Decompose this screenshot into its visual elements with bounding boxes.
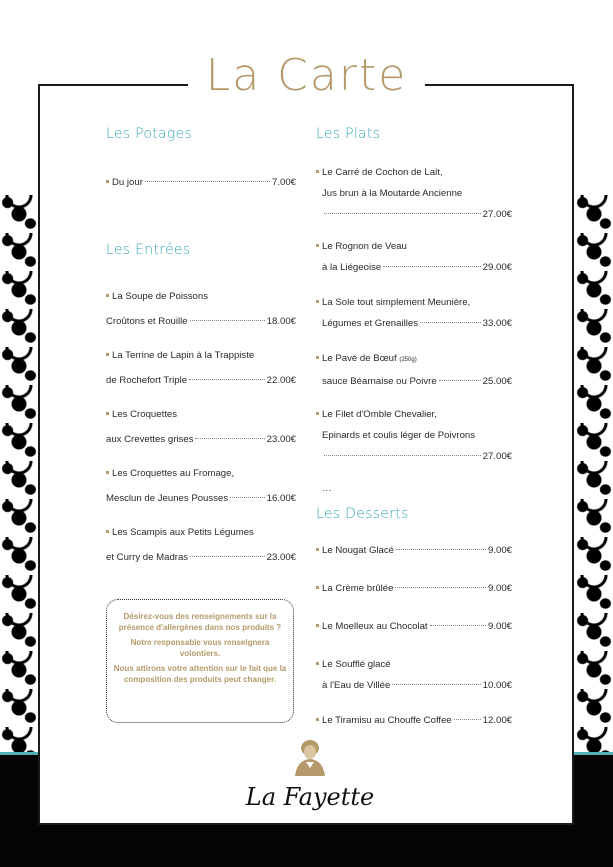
menu-item (106, 172, 296, 193)
damask-pattern-left (0, 195, 38, 755)
bullet (316, 356, 319, 359)
bullet (106, 530, 109, 533)
item-price: 23.00€ (266, 552, 296, 563)
menu-item (106, 463, 296, 509)
title-wrap (0, 52, 613, 100)
bullet (316, 586, 319, 589)
item-name: La Sole tout simplement Meunière, (322, 297, 471, 308)
item-price: 23.00€ (266, 434, 296, 445)
item-description: sauce Béarnaise ou Poivre (322, 376, 437, 387)
item-name: La Crème brûlée (322, 583, 394, 594)
notice-text: Nous attirons votre attention sur le fait que la composition des produits peut changer. (113, 664, 287, 684)
leader-dots (430, 625, 486, 626)
section-heading-plats: Les Plats (316, 126, 381, 142)
bullet (106, 294, 109, 297)
leader-dots (189, 379, 265, 380)
leader-dots (383, 266, 480, 267)
item-name: Les Scampis aux Petits Légumes (112, 527, 254, 538)
bullet (106, 180, 109, 183)
menu-item (316, 578, 512, 599)
leader-dots (420, 322, 481, 323)
menu-item (106, 404, 296, 450)
item-name: Le Pavé de Bœuf (322, 353, 397, 364)
leader-dots (230, 497, 265, 498)
leader-dots (392, 684, 480, 685)
right-column (316, 116, 512, 736)
item-description: de Rochefort Triple (106, 375, 188, 386)
leader-dots (395, 587, 486, 588)
item-description: Epinards et coulis léger de Poivrons (322, 430, 476, 441)
bullet (316, 244, 319, 247)
item-price: 18.00€ (266, 316, 296, 327)
menu-item (316, 540, 512, 561)
menu-item (316, 404, 512, 467)
damask-pattern-right (575, 195, 613, 755)
portrait-icon (289, 738, 331, 776)
menu-item (106, 286, 296, 332)
bullet (106, 412, 109, 415)
item-name: Le Moelleux au Chocolat (322, 621, 428, 632)
item-description: aux Crevettes grises (106, 434, 194, 445)
section-heading-entrees: Les Entrées (106, 242, 191, 258)
bullet (106, 471, 109, 474)
item-name: La Soupe de Poissons (112, 291, 209, 302)
item-price: 9.00€ (487, 621, 512, 632)
item-name: Le Carré de Cochon de Lait, (322, 167, 443, 178)
leader-dots (195, 438, 264, 439)
notice-text: Notre responsable vous renseignera volontiers. (130, 638, 270, 658)
menu-item (316, 654, 512, 696)
item-name: Le Rognon de Veau (322, 241, 407, 252)
item-name: Du jour (112, 177, 143, 188)
item-price: 29.00€ (482, 262, 512, 273)
item-description: Légumes et Grenailles (322, 318, 418, 329)
item-name: Le Filet d'Omble Chevalier, (322, 409, 437, 420)
section-heading-desserts: Les Desserts (316, 506, 409, 522)
item-weight: (250g) (399, 357, 417, 363)
item-description: Jus brun à la Moutarde Ancienne (322, 188, 463, 199)
bullet (106, 353, 109, 356)
item-name: Le Tiramisu au Chouffe Coffee (322, 715, 452, 726)
item-description: à la Liégeoise (322, 262, 382, 273)
item-description: Croûtons et Rouille (106, 316, 188, 327)
item-name: Les Croquettes (112, 409, 178, 420)
item-price: 27.00€ (482, 209, 512, 220)
item-price: 27.00€ (482, 451, 512, 462)
bullet (316, 548, 319, 551)
bullet (316, 412, 319, 415)
bullet (316, 624, 319, 627)
leader-dots (190, 556, 265, 557)
page-title: La Carte (188, 52, 426, 100)
leader-dots (145, 181, 270, 182)
item-name: Le Soufflé glacé (322, 659, 391, 670)
menu-item (316, 292, 512, 334)
item-description: à l'Eau de Villée (322, 680, 391, 691)
menu-frame (38, 84, 574, 825)
bullet (316, 718, 319, 721)
item-price: 33.00€ (482, 318, 512, 329)
leader-dots (190, 320, 265, 321)
leader-dots (324, 213, 481, 214)
menu-item (106, 522, 296, 568)
brand-name: La Fayette (245, 783, 375, 811)
item-description: et Curry de Madras (106, 552, 189, 563)
item-price: 22.00€ (266, 375, 296, 386)
item-name: Le Nougat Glacé (322, 545, 394, 556)
item-price: 16.00€ (266, 493, 296, 504)
menu-item (316, 616, 512, 637)
leader-dots (454, 719, 481, 720)
item-name: La Terrine de Lapin à la Trappiste (112, 350, 255, 361)
menu-item (316, 236, 512, 278)
item-description: Mesclun de Jeunes Pousses (106, 493, 229, 504)
ellipsis: … (322, 483, 332, 494)
bullet (316, 662, 319, 665)
item-price: 9.00€ (487, 583, 512, 594)
menu-item (316, 162, 512, 225)
item-price: 9.00€ (487, 545, 512, 556)
section-heading-potages: Les Potages (106, 126, 193, 142)
brand-logo (245, 738, 375, 811)
bullet (316, 170, 319, 173)
leader-dots (324, 455, 481, 456)
menu-item (316, 348, 512, 392)
notice-text: Désirez-vous des renseignements sur la présence d'allergènes dans nos produits ? (118, 612, 282, 632)
item-price: 10.00€ (482, 680, 512, 691)
item-price: 12.00€ (482, 715, 512, 726)
left-column (106, 116, 296, 596)
leader-dots (396, 549, 486, 550)
item-price: 25.00€ (482, 376, 512, 387)
item-price: 7.00€ (271, 177, 296, 188)
menu-item (106, 345, 296, 391)
bullet (316, 300, 319, 303)
leader-dots (439, 380, 481, 381)
item-name: Les Croquettes au Fromage, (112, 468, 235, 479)
menu-item (316, 710, 512, 731)
allergen-notice (106, 599, 294, 723)
